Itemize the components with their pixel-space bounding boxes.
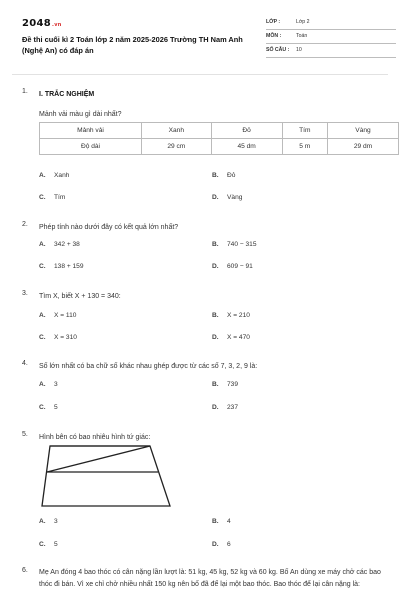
option-text: 138 + 159	[54, 263, 84, 270]
table-cell: 5 m	[282, 139, 327, 155]
table-cell: Tím	[282, 123, 327, 139]
page-header	[12, 14, 388, 66]
option-letter: A.	[39, 241, 46, 248]
meta-value: 10	[296, 47, 302, 53]
fabric-length-table	[39, 122, 399, 155]
question-text: Mẹ An đóng 4 bao thóc có cân nặng lần lượt là: 51 kg, 45 kg, 52 kg và 60 kg. Bố An dùng xe máy chở các bao thóc đi bán. Vì xe chỉ chở nhiều nhất 150 kg nên bố đã để lại một bao thóc. Bao thóc để lại cân nặng là:	[39, 569, 381, 588]
meta-row-count	[266, 44, 396, 58]
option-d[interactable]	[212, 263, 253, 270]
option-letter: D.	[212, 541, 219, 548]
option-d[interactable]	[212, 541, 231, 548]
option-letter: D.	[212, 194, 219, 201]
table-cell: 45 dm	[211, 139, 282, 155]
outer-trapezoid	[42, 446, 170, 506]
option-letter: C.	[39, 541, 46, 548]
meta-row-subject	[266, 30, 396, 44]
option-text: X = 210	[227, 312, 250, 319]
question-number: 1.	[22, 88, 28, 95]
option-letter: A.	[39, 172, 46, 179]
table-row	[40, 139, 399, 155]
table-cell: 29 dm	[328, 139, 399, 155]
option-letter: B.	[212, 172, 219, 179]
question-text: Số lớn nhất có ba chữ số khác nhau ghép được từ các số 7, 3, 2, 9 là:	[39, 363, 258, 370]
option-letter: D.	[212, 334, 219, 341]
option-d[interactable]	[212, 334, 250, 341]
option-letter: C.	[39, 194, 46, 201]
option-d[interactable]	[212, 404, 238, 411]
option-letter: D.	[212, 404, 219, 411]
meta-key: MÔN :	[266, 33, 282, 39]
option-text: 4	[227, 518, 231, 525]
table-cell: Độ dài	[40, 139, 142, 155]
exam-meta	[266, 16, 396, 58]
table-cell: Vàng	[328, 123, 399, 139]
option-b[interactable]	[212, 312, 250, 319]
figure-lines	[42, 446, 170, 506]
meta-value: Lớp 2	[296, 19, 310, 25]
quadrilateral-figure	[36, 444, 176, 510]
question-number: 2.	[22, 221, 28, 228]
option-text: Xanh	[54, 172, 70, 179]
diagonal-line	[47, 446, 150, 472]
option-letter: B.	[212, 241, 219, 248]
option-b[interactable]	[212, 381, 238, 388]
option-letter: B.	[212, 381, 219, 388]
option-text: 342 + 38	[54, 241, 80, 248]
option-text: 609 − 91	[227, 263, 253, 270]
option-text: 3	[54, 381, 58, 388]
meta-key: LỚP :	[266, 19, 281, 25]
option-letter: B.	[212, 518, 219, 525]
question-number: 6.	[22, 567, 28, 574]
option-letter: A.	[39, 381, 46, 388]
table-cell: Đỏ	[211, 123, 282, 139]
option-text: 740 − 315	[227, 241, 257, 248]
option-b[interactable]	[212, 241, 257, 248]
section-title: I. TRẮC NGHIỆM	[39, 91, 95, 98]
table-cell: Xanh	[141, 123, 211, 139]
option-c[interactable]	[39, 334, 77, 341]
option-letter: C.	[39, 404, 46, 411]
option-a[interactable]	[39, 518, 58, 525]
option-b[interactable]	[212, 172, 235, 179]
option-a[interactable]	[39, 241, 80, 248]
question-text: Phép tính nào dưới đây có kết quả lớn nhất?	[39, 224, 179, 231]
option-d[interactable]	[212, 194, 242, 201]
meta-row-class	[266, 16, 396, 30]
question-text: Hình bên có bao nhiêu hình tứ giác:	[39, 434, 151, 441]
question-number: 5.	[22, 431, 28, 438]
option-text: 6	[227, 541, 231, 548]
option-c[interactable]	[39, 541, 58, 548]
option-text: 3	[54, 518, 58, 525]
meta-value: Toán	[296, 33, 308, 39]
option-text: Đỏ	[227, 172, 236, 179]
option-text: 5	[54, 541, 58, 548]
option-letter: B.	[212, 312, 219, 319]
table-cell: Mảnh vải	[40, 123, 142, 139]
option-b[interactable]	[212, 518, 231, 525]
option-text: Tím	[54, 194, 66, 201]
option-a[interactable]	[39, 312, 76, 319]
question-number: 4.	[22, 360, 28, 367]
question-text: Tìm X, biết X + 130 = 340:	[39, 293, 121, 300]
option-text: 237	[227, 404, 239, 411]
option-c[interactable]	[39, 263, 84, 270]
option-c[interactable]	[39, 194, 65, 201]
option-letter: A.	[39, 518, 46, 525]
option-text: X = 470	[227, 334, 250, 341]
option-text: X = 310	[54, 334, 77, 341]
exam-title: Đề thi cuối kì 2 Toán lớp 2 năm 2025-2026 Trường TH Nam Anh (Nghệ An) có đáp án	[22, 35, 243, 55]
site-logo[interactable]	[22, 18, 62, 29]
option-letter: C.	[39, 334, 46, 341]
logo-domain: .vn	[52, 22, 62, 28]
option-a[interactable]	[39, 381, 58, 388]
question-number: 3.	[22, 290, 28, 297]
option-c[interactable]	[39, 404, 58, 411]
option-letter: C.	[39, 263, 46, 270]
question-text: Mảnh vải màu gì dài nhất?	[39, 111, 122, 118]
option-letter: A.	[39, 312, 46, 319]
option-a[interactable]	[39, 172, 69, 179]
header-divider	[12, 74, 388, 75]
option-text: Vàng	[227, 194, 243, 201]
option-text: 739	[227, 381, 239, 388]
meta-key: SỐ CÂU :	[266, 47, 290, 53]
option-text: 5	[54, 404, 58, 411]
table-row	[40, 123, 399, 139]
option-letter: D.	[212, 263, 219, 270]
table-cell: 29 cm	[141, 139, 211, 155]
option-text: X = 110	[54, 312, 77, 319]
logo-text: 2048	[22, 18, 52, 29]
